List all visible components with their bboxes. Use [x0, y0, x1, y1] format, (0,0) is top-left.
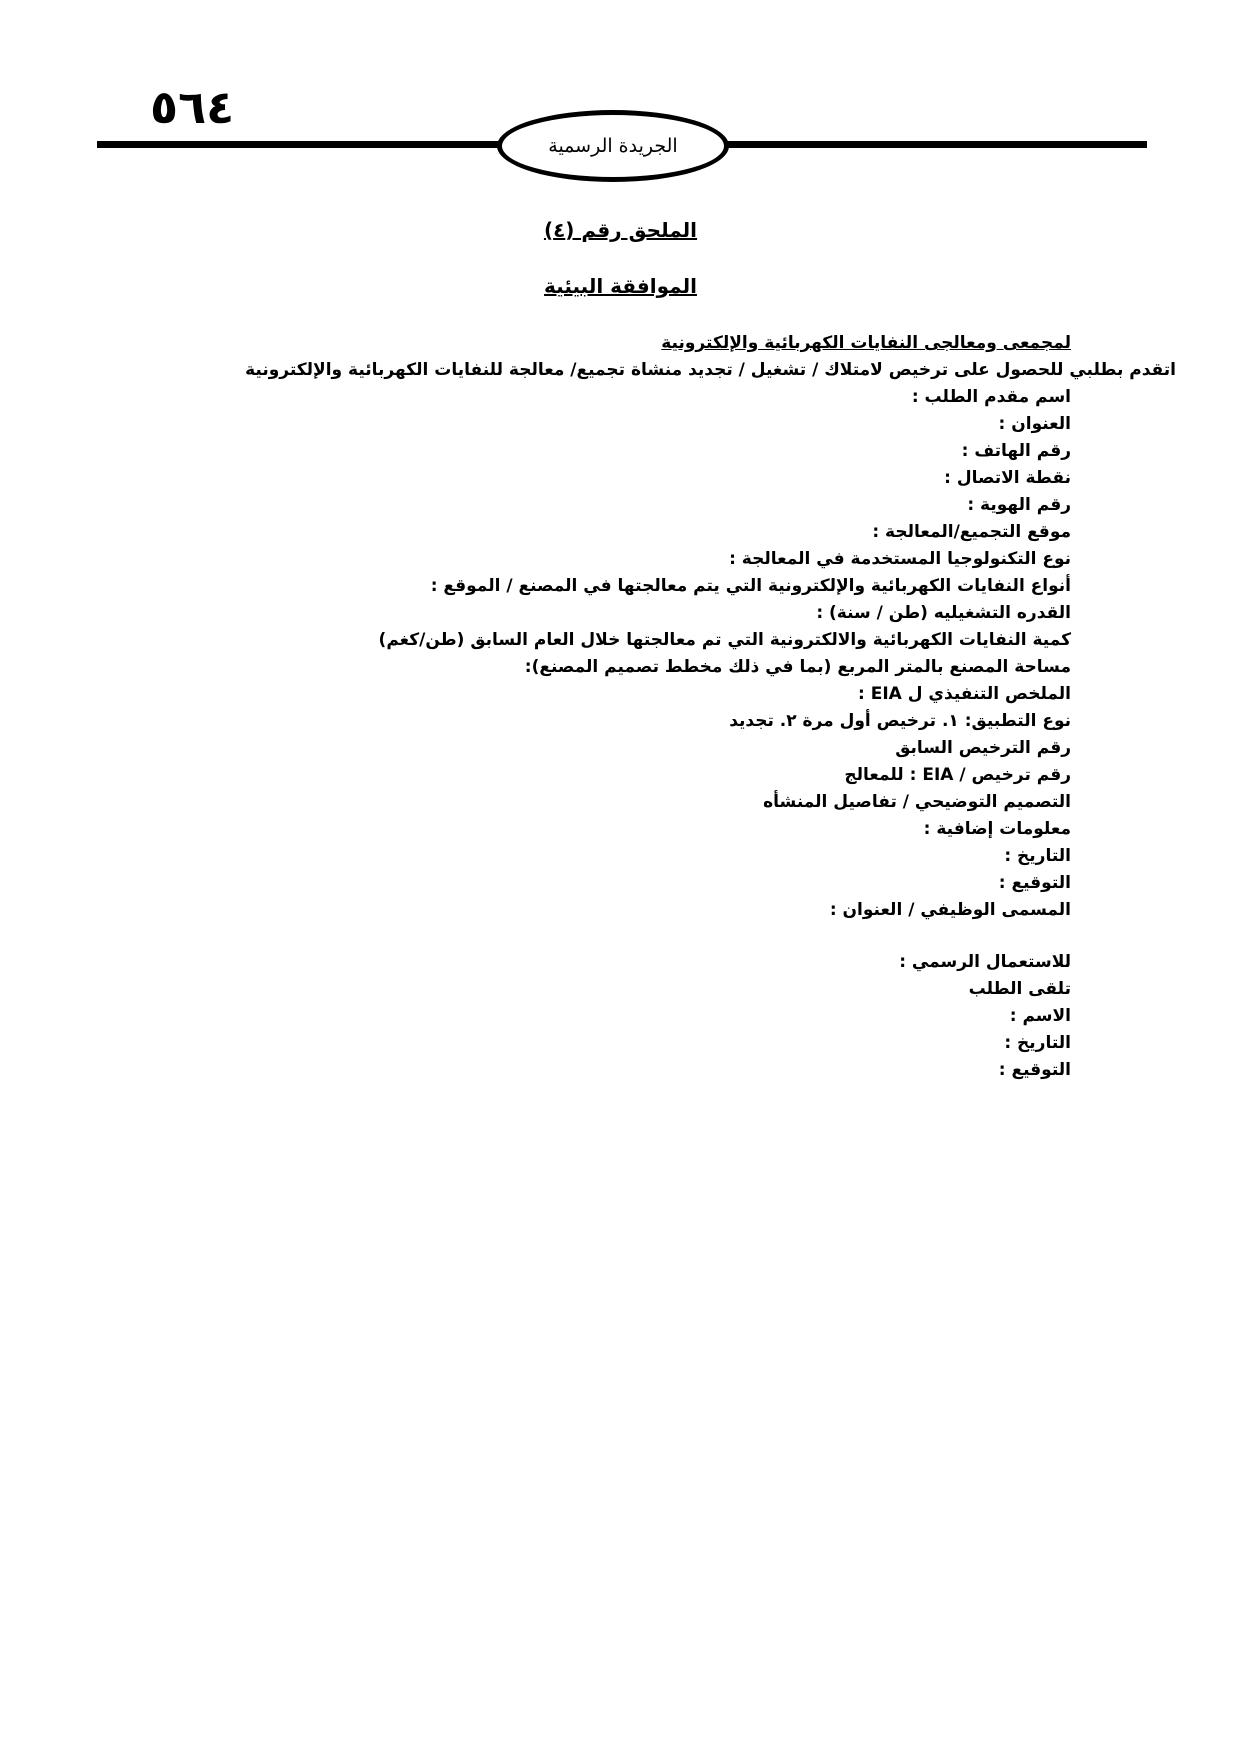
form-field: موقع التجميع/المعالجة : [872, 522, 1071, 542]
form-field: التصميم التوضيحي / تفاصيل المنشأه [763, 792, 1071, 812]
official-use-field: الاسم : [1009, 1006, 1071, 1026]
official-use-field: التاريخ : [1004, 1033, 1071, 1053]
form-field: التوقيع : [998, 873, 1071, 893]
form-field: مساحة المصنع بالمتر المربع (بما في ذلك مخطط تصميم المصنع): [524, 657, 1071, 677]
form-field: نوع التكنولوجيا المستخدمة في المعالجة : [729, 549, 1071, 569]
form-field: العنوان : [998, 414, 1071, 434]
form-field: معلومات إضافية : [923, 819, 1071, 839]
form-request-line: اتقدم بطلبي للحصول على ترخيص لامتلاك / تشغيل / تجديد منشاة تجميع/ معالجة للنفايات الكهربائية والإلكترونية [245, 360, 1176, 380]
form-field: المسمى الوظيفي / العنوان : [829, 900, 1071, 920]
header-oval [497, 110, 729, 182]
header-rule-left [97, 141, 502, 148]
form-field: نوع التطبيق: ١. ترخيص أول مرة ٢. تجديد [729, 711, 1071, 731]
form-field: القدره التشغيليه (طن / سنة) : [816, 603, 1071, 623]
form-field: رقم الهوية : [967, 495, 1071, 515]
application-form [71, 330, 1176, 1084]
form-field: رقم ترخيص / EIA : للمعالج [844, 765, 1071, 785]
official-use-field: تلقى الطلب [968, 979, 1071, 999]
approval-title: الموافقة البيئية [544, 274, 697, 298]
header-title: الجريدة الرسمية [548, 135, 678, 157]
page-number: ٥٦٤ [150, 80, 235, 134]
form-field: نقطة الاتصال : [944, 468, 1071, 488]
official-use-field: التوقيع : [998, 1060, 1071, 1080]
form-subject: لمجمعى ومعالجى النفايات الكهربائية والإلكترونية [661, 333, 1071, 353]
form-field: كمية النفايات الكهربائية والالكترونية التي تم معالجتها خلال العام السابق (طن/كغم) [378, 630, 1071, 650]
annex-title: الملحق رقم (٤) [543, 218, 698, 242]
form-field: التاريخ : [1004, 846, 1071, 866]
form-field: الملخص التنفيذي ل EIA : [858, 684, 1071, 704]
form-field: أنواع النفايات الكهربائية والإلكترونية التي يتم معالجتها في المصنع / الموقع : [430, 576, 1071, 596]
official-use-title: للاستعمال الرسمي : [899, 952, 1071, 972]
section-gap [71, 924, 1071, 949]
form-field: اسم مقدم الطلب : [911, 387, 1071, 407]
form-field: رقم الترخيص السابق [895, 738, 1071, 758]
header-rule-right [725, 141, 1147, 148]
form-field: رقم الهاتف : [961, 441, 1071, 461]
